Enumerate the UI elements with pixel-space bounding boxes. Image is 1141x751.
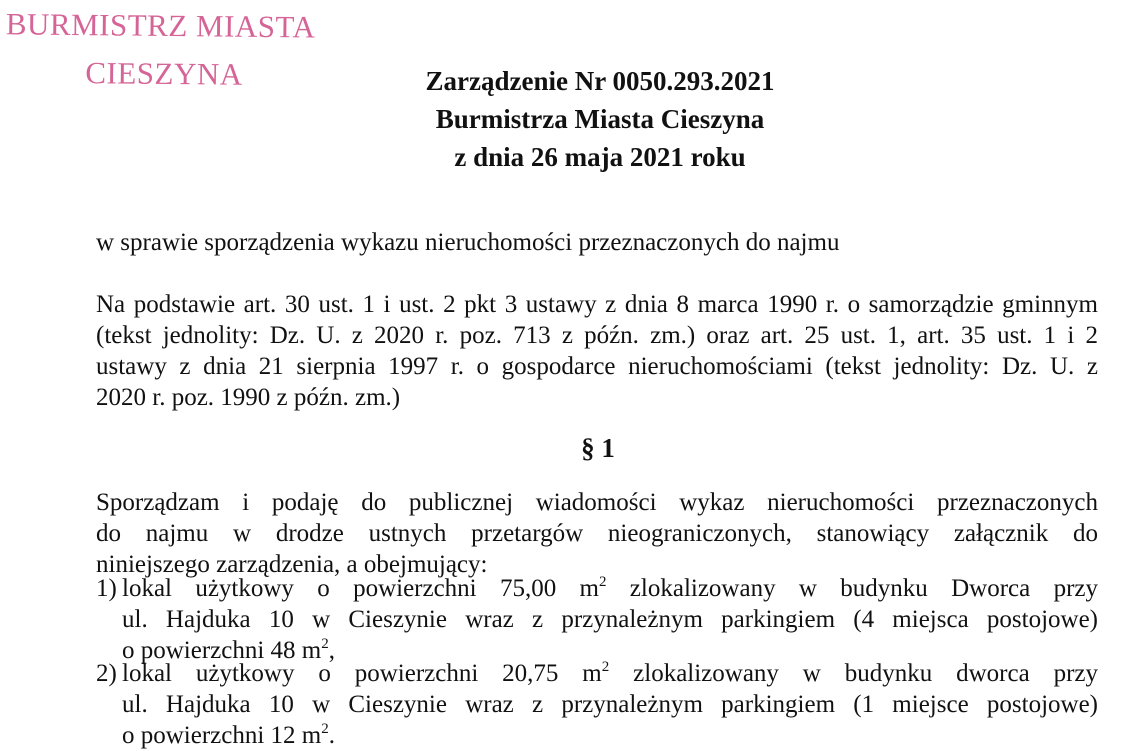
legal-basis-paragraph [96, 289, 1098, 413]
list-item-line: ul. Hajduka 10 w Cieszynie wraz z przynależnym parkingiem (4 miejsca postojowe) [122, 606, 1098, 633]
list-item-body [122, 658, 1098, 751]
title-line-3: z dnia 26 maja 2021 roku [454, 142, 746, 172]
list-item-line [122, 720, 1098, 751]
title-line-2: Burmistrza Miasta Cieszyna [435, 104, 765, 134]
text-run: , [328, 637, 336, 664]
superscript: 2 [601, 659, 610, 675]
list-item [96, 573, 1098, 666]
document-title [0, 62, 1141, 176]
list-item-number: 2) [96, 660, 117, 687]
superscript: 2 [321, 721, 329, 737]
legal-basis-line: 2020 r. poz. 1990 z późn. zm.) [96, 384, 401, 411]
list-item-line [122, 573, 1098, 604]
list-item-line [122, 658, 1098, 689]
list-item-body [122, 573, 1098, 666]
intro-line: do najmu w drodze ustnych przetargów nieograniczonych, stanowiący załącznik do [96, 520, 1098, 547]
superscript: 2 [321, 636, 329, 652]
text-run: o powierzchni 12 m [122, 722, 322, 749]
intro-line: Sporządzam i podaję do publicznej wiadomości wykaz nieruchomości przeznaczonych [96, 489, 1098, 516]
official-stamp [5, 6, 336, 92]
text-run: zlokalizowany w budynku Dworca przy [606, 575, 1098, 602]
legal-basis-line: ustawy z dnia 21 sierpnia 1997 r. o gospodarce nieruchomościami (tekst jednolity: Dz. U. z [96, 353, 1098, 380]
legal-basis-line: (tekst jednolity: Dz. U. z 2020 r. poz. 713 z późn. zm.) oraz art. 25 ust. 1, art. 35 ust. 1 i 2 [96, 322, 1098, 349]
stamp-line-1: BURMISTRZ MIASTA [5, 6, 316, 45]
text-run: o powierzchni 48 m [122, 637, 322, 664]
intro-line: niniejszego zarządzenia, a obejmujący: [96, 551, 488, 578]
list-item [96, 658, 1098, 751]
text-run: lokal użytkowy o powierzchni 20,75 m [122, 660, 602, 687]
stamp-line-2: CIESZYNA [85, 55, 243, 92]
list-item-number: 1) [96, 575, 117, 602]
section-heading: § 1 [581, 433, 615, 463]
list-item-line: ul. Hajduka 10 w Cieszynie wraz z przynależnym parkingiem (1 miejsce postojowe) [122, 691, 1098, 718]
superscript: 2 [598, 574, 607, 590]
document-subject: w sprawie sporządzenia wykazu nieruchomości przeznaczonych do najmu [96, 229, 840, 256]
text-run: lokal użytkowy o powierzchni 75,00 m [122, 575, 599, 602]
legal-basis-line: Na podstawie art. 30 ust. 1 i ust. 2 pkt 3 ustawy z dnia 8 marca 1990 r. o samorządzie gminnym [96, 291, 1098, 318]
title-line-1: Zarządzenie Nr 0050.293.2021 [425, 66, 775, 96]
text-run: zlokalizowany w budynku dworca przy [609, 660, 1099, 687]
text-run: . [328, 722, 336, 749]
section-intro-paragraph [96, 487, 1098, 580]
